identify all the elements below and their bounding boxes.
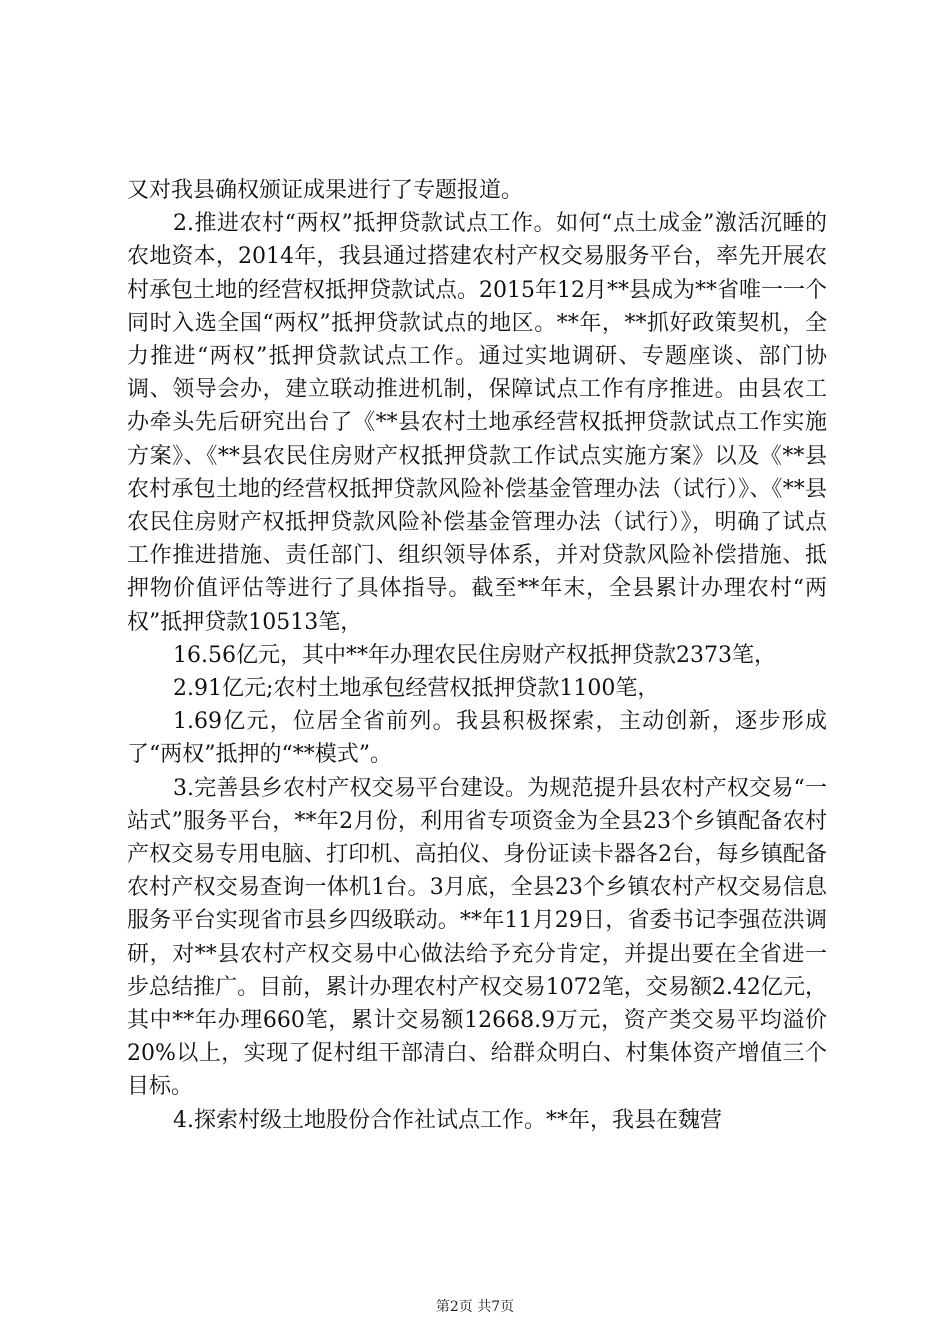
paragraph: 4.探索村级土地股份合作社试点工作。**年，我县在魏营 [173, 1107, 722, 1133]
paragraph: 2.推进农村“两权”抵押贷款试点工作。如何“点土成金”激活沉睡的农地资本，2014年，我县通过搭建农村产权交易服务平台，率先开展农村承包土地的经营权抵押贷款试点。2015年12月**县成为**省唯一一个同时入选全国“两权”抵押贷款试点的地区。**年，**抓好政策契机，全力推进“两权”抵押贷款试点工作。通过实地调研、专题座谈、部门协调、领导会办，建立联动推进机制，保障试点工作有序推进。由县农工办牵头先后研究出台了《**县农村土地承经营权抵押贷款试点工作实施方案》、《**县农民住房财产权抵押贷款工作试点实施方案》以及《**县农村承包土地的经营权抵押贷款风险补偿基金管理办法（试行）》、《**县农民住房财产权抵押贷款风险补偿基金管理办法（试行）》，明确了试点工作推进措施、责任部门、组织领导体系，并对贷款风险补偿措施、抵押物价值评估等进行了具体指导。截至**年末，全县累计办理农村“两权”抵押贷款10513笔， [127, 211, 828, 635]
paragraph: 3.完善县乡农村产权交易平台建设。为规范提升县农村产权交易“一站式”服务平台，**年2月份，利用省专项资金为全县23个乡镇配备农村产权交易专用电脑、打印机、高拍仪、身份证读卡器各2台，每乡镇配备农村产权交易查询一体机1台。3月底，全县23个乡镇农村产权交易信息服务平台实现省市县乡四级联动。**年11月29日，省委书记李强莅洪调研，对**县农村产权交易中心做法给予充分肯定，并提出要在全省进一步总结推广。目前，累计办理农村产权交易1072笔，交易额2.42亿元，其中**年办理660笔，累计交易额12668.9万元，资产类交易平均溢价20%以上，实现了促村组干部清白、给群众明白、村集体资产增值三个目标。 [127, 775, 827, 1100]
paragraph: 16.56亿元，其中**年办理农民住房财产权抵押贷款2373笔， [173, 642, 776, 668]
paragraph: 1.69亿元，位居全省前列。我县积极探索，主动创新，逐步形成了“两权”抵押的“**模式”。 [127, 709, 827, 768]
paragraph: 2.91亿元;农村土地承包经营权抵押贷款1100笔， [173, 676, 660, 702]
paragraph: 又对我县确权颁证成果进行了专题报道。 [127, 178, 524, 203]
page-footer: 第2页 共7页 [435, 1299, 515, 1315]
document-body [127, 174, 827, 1137]
